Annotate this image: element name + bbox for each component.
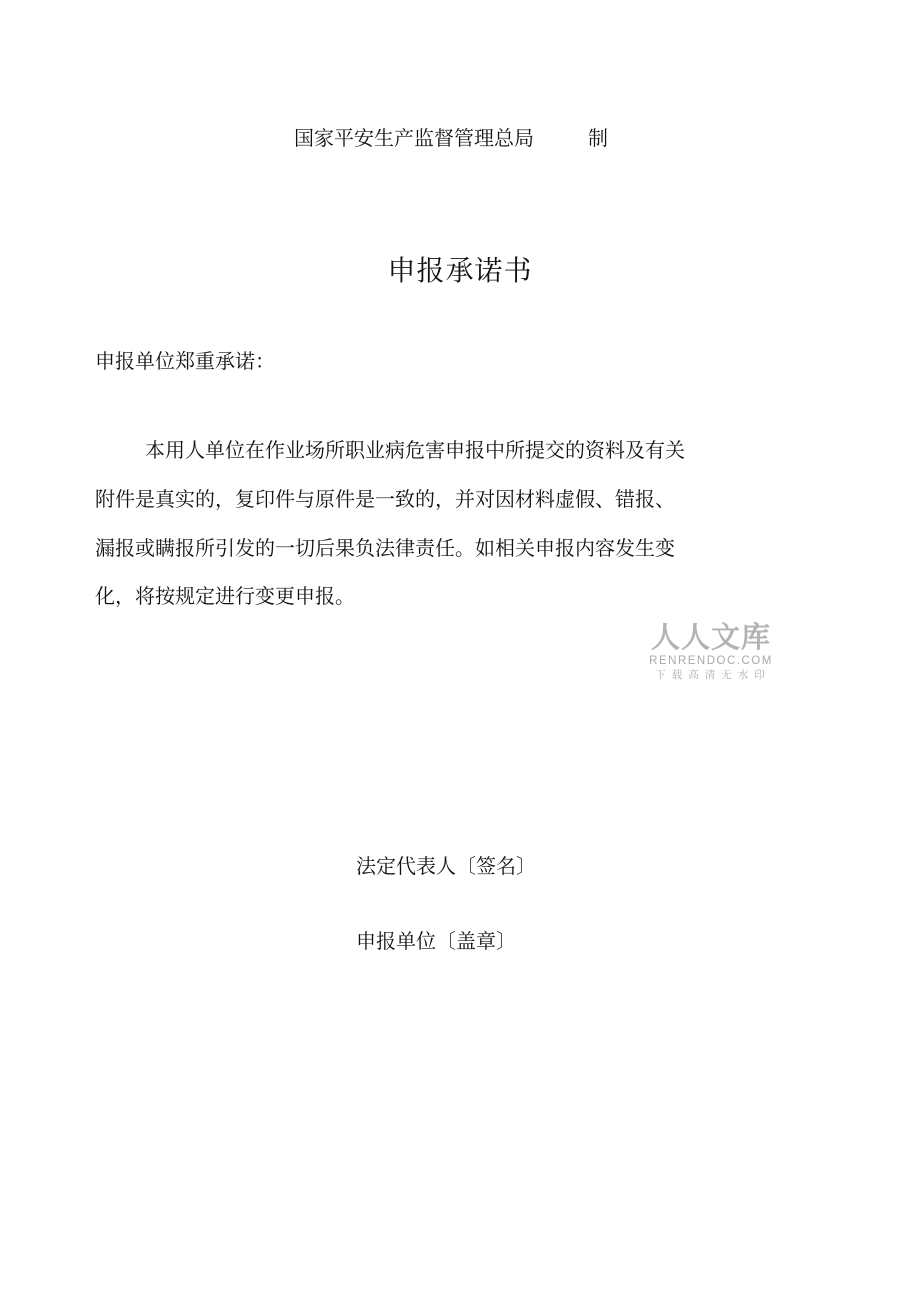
issuer-suffix: 制: [588, 126, 608, 150]
issuer-name: 国家平安生产监督管理总局: [294, 126, 534, 150]
watermark-logo: 人人文库: [650, 620, 771, 654]
document-title: 申报承诺书: [387, 254, 533, 287]
body-line-4: 化，将按规定进行变更申报。: [95, 584, 355, 608]
issuer-line: [294, 124, 608, 152]
signature-label: 法定代表人〔签名〕: [356, 854, 536, 878]
seal-label: 申报单位〔盖章〕: [356, 929, 516, 953]
body-line-2: 附件是真实的，复印件与原件是一致的，并对因材料虚假、错报、: [95, 487, 675, 511]
salutation: 申报单位郑重承诺：: [95, 349, 275, 373]
body-line-1: 本用人单位在作业场所职业病危害申报中所提交的资料及有关: [145, 438, 685, 462]
watermark: [646, 620, 776, 682]
body-line-3: 漏报或瞒报所引发的一切后果负法律责任。如相关申报内容发生变: [95, 536, 675, 560]
watermark-tagline: 下载高清无水印: [655, 669, 771, 681]
watermark-domain: RENRENDOC.COM: [649, 655, 773, 667]
